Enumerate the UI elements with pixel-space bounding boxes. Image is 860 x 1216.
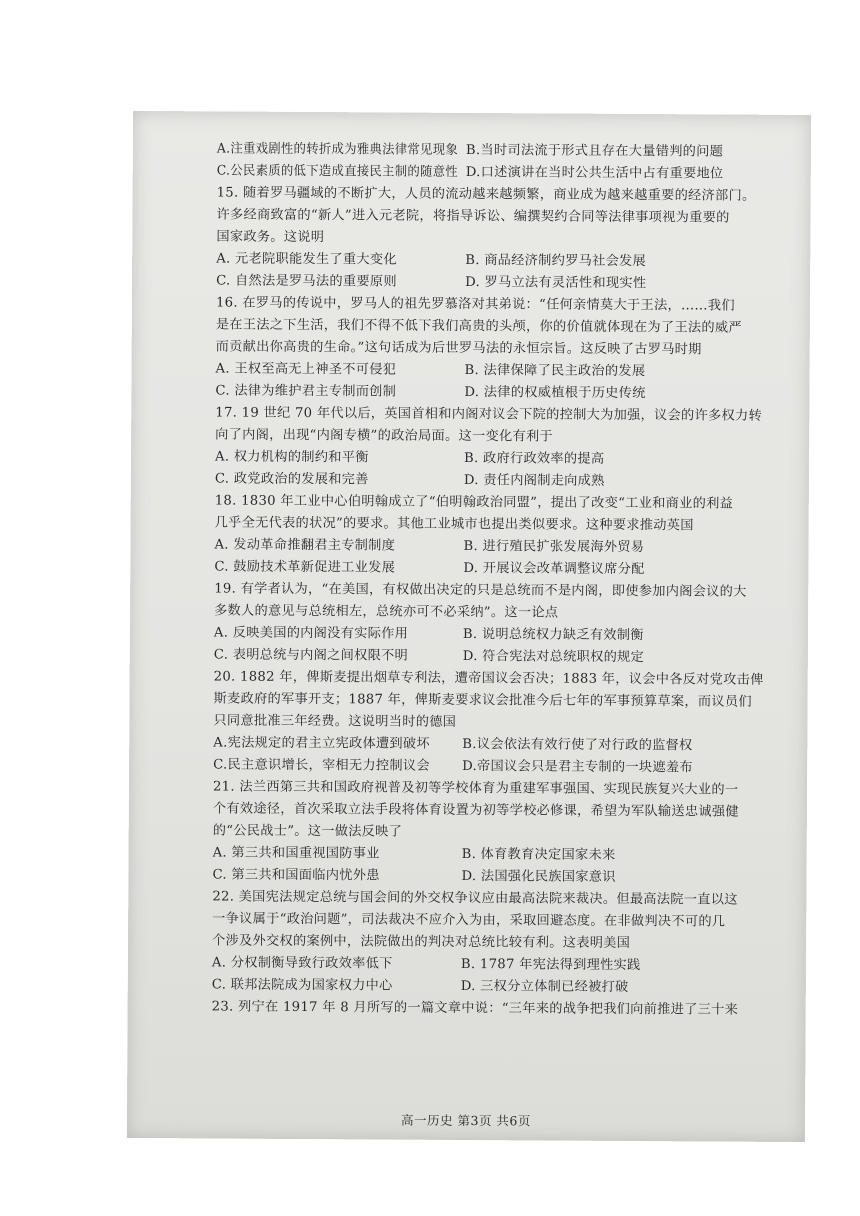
question-text-line: 的“公民战士”。这一做法反映了 <box>212 823 403 840</box>
answer-option: A. 元老院职能发生了重大变化 <box>216 251 397 268</box>
question-text-line: 19. 有学者认为，“在美国，有权做出决定的只是总统而不是内阁，即使参加内阁会议的大 <box>214 581 747 600</box>
question-text-line: 斯麦政府的军事开支；1887 年，俾斯麦要求议会批准今后七年的军事预算草案，而议员们 <box>213 691 752 710</box>
answer-option: C. 表明总统与内阁之间权限不明 <box>213 647 409 664</box>
question-text-line: 20. 1882 年，俾斯麦提出烟草专利法，遭帝国议会否决；1883 年，议会中各反对党攻击俾 <box>213 669 764 688</box>
question-text-line: 15. 随着罗马疆域的不断扩大，人员的流动越来越频繁，商业成为越来越重要的经济部门。 <box>216 185 756 204</box>
question-text-line: 只同意批准三年经费。这说明当时的德国 <box>213 713 457 730</box>
answer-option: A. 分权制衡导致行政效率低下 <box>211 955 393 972</box>
answer-option: D. 法国强化民族国家意识 <box>461 868 616 885</box>
question-text-line: 而贡献出你高贵的生命。”这句话成为后世罗马法的永恒宗旨。这反映了古罗马时期 <box>215 339 702 358</box>
answer-option: C. 第三共和国面临内忧外患 <box>212 867 380 884</box>
answer-option: C.公民素质的低下造成直接民主制的随意性 <box>216 163 458 180</box>
answer-option: A. 反映美国的内阁没有实际作用 <box>213 625 409 642</box>
page-footer: 高一历史 第3页 共6页 <box>401 1112 531 1129</box>
question-text-line: 一争议属于“政治问题”，司法裁决不应介入为由，采取回避态度。在非做判决不可的几 <box>212 911 726 930</box>
answer-option: A. 发动革命推翻君主专制制度 <box>214 537 396 554</box>
question-text-line: 17. 19 世纪 70 年代以后，英国首相和内阁对议会下院的控制大为加强，议会的许多权力转 <box>215 405 763 424</box>
answer-option: A. 第三共和国重视国防事业 <box>212 845 380 862</box>
question-text-line: 几乎全无代表的状况”的要求。其他工业城市也提出类似要求。这种要求推动英国 <box>214 515 694 534</box>
answer-option: C. 鼓励技术革新促进工业发展 <box>214 559 396 576</box>
answer-option: D.帝国议会只是君主专制的一块遮羞布 <box>462 758 693 776</box>
page-content <box>133 111 811 1018</box>
question-text-line: 个有效途径，首次采取立法手段将体育设置为初等学校必修课，希望为军队输送忠诚强健 <box>212 801 739 820</box>
answer-option: D. 开展议会改革调整议席分配 <box>463 560 645 578</box>
exam-paper-sheet <box>127 111 811 1142</box>
answer-option: B. 商品经济制约罗马社会发展 <box>465 252 647 270</box>
answer-option: D. 罗马立法有灵活性和现实性 <box>465 274 647 292</box>
question-text-line: 22. 美国宪法规定总统与国会间的外交权争议应由最高法院来裁决。但最高法院一直以这 <box>212 889 738 908</box>
answer-option: A. 王权至高无上神圣不可侵犯 <box>215 361 397 378</box>
question-text-line: 是在王法之下生活，我们不得不低下我们高贵的头颅，你的价值就体现在为了王法的威严 <box>215 317 742 336</box>
answer-option: A. 权力机构的制约和平衡 <box>214 449 369 466</box>
answer-option: D. 责任内阁制走向成熟 <box>463 472 605 489</box>
answer-option: D. 法律的权威植根于历史传统 <box>464 384 646 402</box>
answer-option: D. 符合宪法对总统职权的规定 <box>462 648 645 666</box>
question-text-line: 23. 列宁在 1917 年 8 月所写的一篇文章中说：“三年来的战争把我们向前推进了三十来 <box>211 999 739 1018</box>
question-text-line: 向了内阁，出现“内阁专横”的政治局面。这一变化有利于 <box>215 427 553 445</box>
answer-option: B.当时司法流于形式且存在大量错判的问题 <box>465 142 724 160</box>
question-text-line: 16. 在罗马的传说中，罗马人的祖先罗慕洛对其弟说：“任何亲情莫大于王法，……我们 <box>215 295 735 314</box>
answer-option: D.口述演讲在当时公共生活中占有重要地位 <box>465 164 724 182</box>
answer-option: C. 法律为维护君主专制而创制 <box>215 383 397 400</box>
answer-option: B. 法律保障了民主政治的发展 <box>464 362 646 380</box>
question-text-line: 个涉及外交权的案例中，法院做出的判决对总统比较有利。这表明美国 <box>212 933 631 951</box>
question-text-line: 18. 1830 年工业中心伯明翰成立了“伯明翰政治同盟”，提出了改变“工业和商业的利益 <box>214 493 734 512</box>
question-text-line: 多数人的意见与总统相左，总统亦可不必采纳”。这一论点 <box>214 603 559 621</box>
question-text-line: 国家政务。这说明 <box>216 229 325 246</box>
answer-option: B. 1787 年宪法得到理性实践 <box>460 956 641 974</box>
answer-option: B. 体育教育决定国家未来 <box>461 846 616 863</box>
answer-option: C. 政党政治的发展和完善 <box>214 471 369 488</box>
answer-option: C. 联邦法院成为国家权力中心 <box>211 977 393 994</box>
answer-option: A.注重戏剧性的转折成为雅典法律常见现象 <box>216 141 459 158</box>
answer-option: A.宪法规定的君主立宪政体遭到破坏 <box>213 735 430 752</box>
question-text-line: 许多经商致富的“新人”进入元老院，将指导诉讼、编撰契约合同等法律事项视为重要的 <box>216 207 730 226</box>
answer-option: B. 进行殖民扩张发展海外贸易 <box>463 538 645 556</box>
answer-option: C. 自然法是罗马法的重要原则 <box>216 273 397 290</box>
answer-option: B. 政府行政效率的提高 <box>463 450 605 467</box>
answer-option: B.议会依法有效行使了对行政的监督权 <box>462 736 693 754</box>
answer-option: D. 三权分立体制已经被打破 <box>460 978 629 995</box>
answer-option: B. 说明总统权力缺乏有效制衡 <box>462 626 644 644</box>
question-text-line: 21. 法兰西第三共和国政府视普及初等学校体育为重建军事强国、实现民族复兴大业的一 <box>212 779 739 798</box>
answer-option: C.民主意识增长，宰相无力控制议会 <box>213 757 430 774</box>
